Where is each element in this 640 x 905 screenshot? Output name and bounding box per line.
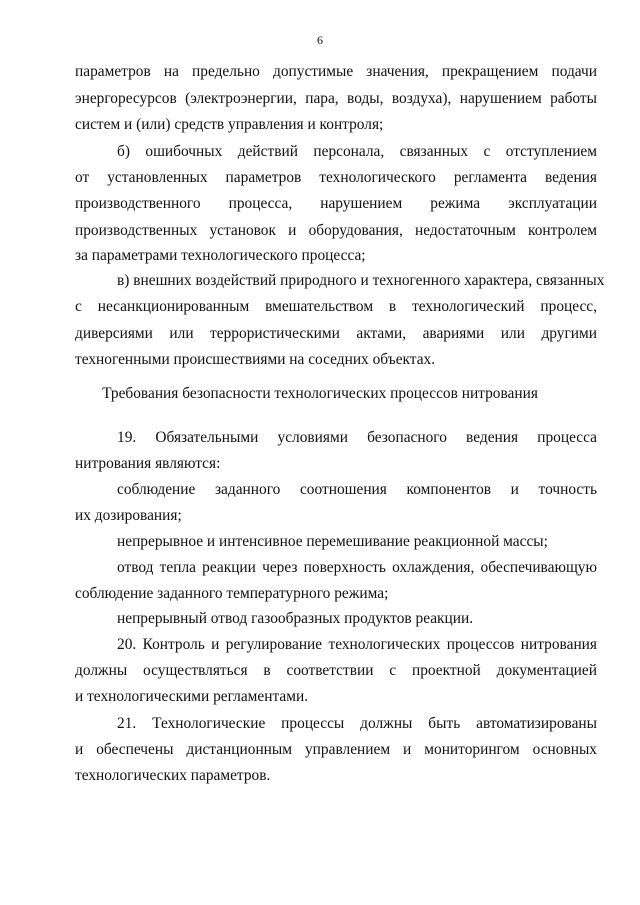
text-line: непрерывный отвод газообразных продуктов реакции.: [117, 610, 474, 627]
text-line: непрерывное и интенсивное перемешивание реакционной массы;: [117, 533, 548, 550]
text-line: энергоресурсов (электроэнергии, пара, воды, воздуха), нарушением работы: [75, 90, 597, 107]
text-line: диверсиями или террористическими актами, авариями или другими: [75, 325, 597, 342]
text-line: от установленных параметров технологического регламента ведения: [75, 169, 597, 186]
text-line: параметров на предельно допустимые значения, прекращением подачи: [75, 63, 597, 80]
text-line: техногенными происшествиями на соседних объектах.: [75, 351, 436, 368]
text-line: 19. Обязательными условиями безопасного ведения процесса: [117, 429, 597, 446]
text-line: отвод тепла реакции через поверхность охлаждения, обеспечивающую: [117, 559, 597, 576]
text-line: соблюдение заданного температурного режима;: [75, 585, 389, 602]
text-line: с несанкционированным вмешательством в технологический процесс,: [75, 298, 597, 315]
page-number: 6: [317, 33, 323, 47]
text-line: их дозирования;: [75, 507, 182, 524]
text-line: нитрования являются:: [75, 455, 221, 472]
text-line: в) внешних воздействий природного и техногенного характера, связанных: [117, 272, 605, 289]
text-line: б) ошибочных действий персонала, связанных с отступлением: [117, 143, 597, 160]
section-heading: Требования безопасности технологических процессов нитрования: [102, 385, 538, 402]
text-line: производственных установок и оборудования, недостаточным контролем: [75, 222, 597, 239]
text-line: технологических параметров.: [75, 767, 271, 784]
text-line: и технологическими регламентами.: [75, 688, 309, 705]
text-line: производственного процесса, нарушением режима эксплуатации: [75, 195, 597, 212]
text-line: соблюдение заданного соотношения компонентов и точность: [117, 481, 597, 498]
text-line: должны осуществляться в соответствии с проектной документацией: [75, 662, 597, 679]
text-line: систем и (или) средств управления и контроля;: [75, 116, 384, 133]
text-line: 21. Технологические процессы должны быть автоматизированы: [117, 715, 597, 732]
text-line: за параметрами технологического процесса;: [75, 247, 366, 264]
text-line: 20. Контроль и регулирование технологических процессов нитрования: [117, 636, 597, 653]
text-line: и обеспечены дистанционным управлением и мониторингом основных: [75, 741, 597, 758]
